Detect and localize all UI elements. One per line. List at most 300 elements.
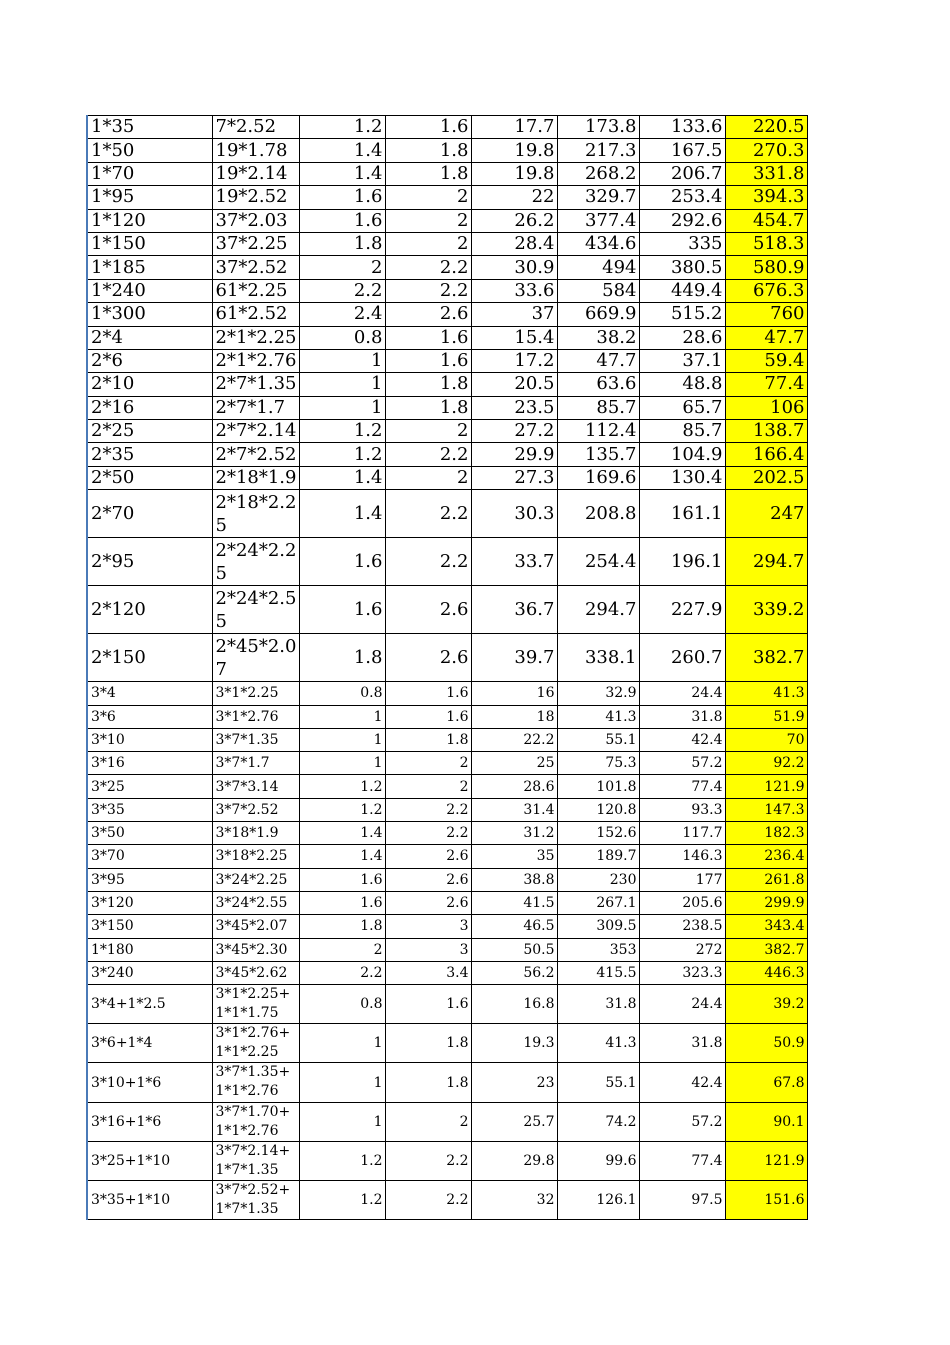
cell-insulation: 1.6 [300,891,386,914]
cell-insulation: 2.2 [300,279,386,302]
cell-outer-diameter: 36.7 [472,586,558,634]
cell-weight: 161.1 [640,490,726,538]
cell-model: 2*4 [87,326,212,349]
cell-sheath: 1.8 [386,162,472,185]
cell-outer-diameter: 33.6 [472,279,558,302]
cell-copper-weight: 74.2 [558,1102,640,1141]
cell-weight: 177 [640,868,726,891]
cell-outer-diameter: 50.5 [472,938,558,961]
cell-insulation: 1.2 [300,420,386,443]
cell-price: 41.3 [726,682,808,705]
cell-model: 1*120 [87,209,212,232]
cell-copper-weight: 152.6 [558,822,640,845]
cell-weight: 57.2 [640,1102,726,1141]
table-row [87,822,808,845]
table-row [87,443,808,466]
cell-insulation: 1 [300,1063,386,1102]
cell-weight: 24.4 [640,682,726,705]
cell-outer-diameter: 39.7 [472,634,558,682]
cell-sheath: 2 [386,752,472,775]
cell-insulation: 0.8 [300,326,386,349]
cell-model: 1*185 [87,256,212,279]
cell-weight: 31.8 [640,705,726,728]
cell-model: 2*50 [87,466,212,489]
cell-price: 446.3 [726,961,808,984]
cell-structure: 3*7*1.35+1*1*2.76 [212,1063,300,1102]
cell-price: 70 [726,728,808,751]
cell-price: 147.3 [726,798,808,821]
cell-price: 394.3 [726,186,808,209]
cell-structure: 3*7*3.14 [212,775,300,798]
cell-weight: 167.5 [640,139,726,162]
cell-weight: 28.6 [640,326,726,349]
cell-weight: 292.6 [640,209,726,232]
cell-sheath: 2.6 [386,586,472,634]
cell-price: 106 [726,396,808,419]
cell-model: 3*6+1*4 [87,1024,212,1063]
cell-model: 3*25 [87,775,212,798]
cell-insulation: 1.2 [300,1141,386,1180]
cell-copper-weight: 99.6 [558,1141,640,1180]
cell-structure: 2*7*2.52 [212,443,300,466]
cell-sheath: 2.2 [386,1141,472,1180]
cell-structure: 3*7*2.52+1*7*1.35 [212,1181,300,1220]
table-row [87,775,808,798]
cell-insulation: 1 [300,705,386,728]
cell-sheath: 2.6 [386,634,472,682]
cell-sheath: 2.2 [386,256,472,279]
cell-structure: 3*45*2.07 [212,915,300,938]
cell-copper-weight: 63.6 [558,373,640,396]
cell-model: 1*95 [87,186,212,209]
cell-weight: 335 [640,232,726,255]
cell-structure: 19*1.78 [212,139,300,162]
table-row [87,326,808,349]
cell-weight: 65.7 [640,396,726,419]
cell-insulation: 2 [300,256,386,279]
table-row [87,1063,808,1102]
cell-copper-weight: 267.1 [558,891,640,914]
cell-copper-weight: 101.8 [558,775,640,798]
cell-outer-diameter: 32 [472,1181,558,1220]
table-row [87,538,808,586]
cell-price: 90.1 [726,1102,808,1141]
cell-outer-diameter: 30.9 [472,256,558,279]
cell-outer-diameter: 56.2 [472,961,558,984]
cell-outer-diameter: 15.4 [472,326,558,349]
cell-structure: 2*1*2.25 [212,326,300,349]
cell-structure: 19*2.52 [212,186,300,209]
table-row [87,891,808,914]
cell-copper-weight: 338.1 [558,634,640,682]
cell-model: 3*6 [87,705,212,728]
cell-copper-weight: 173.8 [558,116,640,139]
cell-structure: 2*1*2.76 [212,349,300,372]
table-row [87,232,808,255]
cell-model: 1*150 [87,232,212,255]
cell-outer-diameter: 23 [472,1063,558,1102]
cell-outer-diameter: 28.4 [472,232,558,255]
cell-sheath: 1.6 [386,116,472,139]
cell-price: 92.2 [726,752,808,775]
cell-copper-weight: 415.5 [558,961,640,984]
cell-price: 261.8 [726,868,808,891]
cell-structure: 37*2.03 [212,209,300,232]
cell-sheath: 2.2 [386,798,472,821]
cell-price: 182.3 [726,822,808,845]
table-row [87,420,808,443]
cell-model: 1*300 [87,303,212,326]
table-row [87,490,808,538]
cell-price: 270.3 [726,139,808,162]
cell-weight: 227.9 [640,586,726,634]
cell-sheath: 1.8 [386,373,472,396]
cell-sheath: 2.2 [386,443,472,466]
table-row [87,349,808,372]
cell-copper-weight: 169.6 [558,466,640,489]
cell-insulation: 1 [300,349,386,372]
cell-outer-diameter: 31.4 [472,798,558,821]
cell-sheath: 1.6 [386,705,472,728]
cell-weight: 77.4 [640,1141,726,1180]
cell-price: 760 [726,303,808,326]
cell-price: 59.4 [726,349,808,372]
cell-weight: 323.3 [640,961,726,984]
cell-sheath: 2.2 [386,279,472,302]
cell-outer-diameter: 22.2 [472,728,558,751]
cell-model: 3*10+1*6 [87,1063,212,1102]
cell-model: 3*35+1*10 [87,1181,212,1220]
cell-insulation: 1.4 [300,845,386,868]
cell-model: 3*35 [87,798,212,821]
cell-copper-weight: 47.7 [558,349,640,372]
cell-weight: 31.8 [640,1024,726,1063]
cell-insulation: 1 [300,396,386,419]
cable-spec-table [86,115,808,1220]
cell-weight: 206.7 [640,162,726,185]
cell-sheath: 1.8 [386,1024,472,1063]
cell-sheath: 2.2 [386,538,472,586]
cell-copper-weight: 41.3 [558,705,640,728]
cell-insulation: 1.8 [300,232,386,255]
cell-copper-weight: 120.8 [558,798,640,821]
cell-copper-weight: 126.1 [558,1181,640,1220]
cell-weight: 253.4 [640,186,726,209]
cell-structure: 61*2.25 [212,279,300,302]
cell-price: 47.7 [726,326,808,349]
cell-price: 39.2 [726,985,808,1024]
cell-price: 166.4 [726,443,808,466]
cell-sheath: 1.6 [386,985,472,1024]
cell-structure: 3*1*2.25 [212,682,300,705]
cell-insulation: 1.2 [300,798,386,821]
table-row [87,845,808,868]
cell-weight: 205.6 [640,891,726,914]
table-row [87,1181,808,1220]
cell-outer-diameter: 27.3 [472,466,558,489]
cell-model: 3*150 [87,915,212,938]
cell-copper-weight: 584 [558,279,640,302]
cell-outer-diameter: 46.5 [472,915,558,938]
cell-outer-diameter: 22 [472,186,558,209]
cell-structure: 3*7*1.70+1*1*2.76 [212,1102,300,1141]
cell-structure: 3*18*2.25 [212,845,300,868]
cell-structure: 3*7*1.7 [212,752,300,775]
cell-price: 202.5 [726,466,808,489]
table-row [87,256,808,279]
cell-structure: 2*7*1.35 [212,373,300,396]
cell-insulation: 1.4 [300,490,386,538]
cell-model: 1*35 [87,116,212,139]
cell-copper-weight: 85.7 [558,396,640,419]
cell-price: 138.7 [726,420,808,443]
table-row [87,303,808,326]
cell-model: 3*16 [87,752,212,775]
cell-structure: 2*18*1.9 [212,466,300,489]
table-row [87,985,808,1024]
table-row [87,586,808,634]
cell-outer-diameter: 17.7 [472,116,558,139]
cell-price: 236.4 [726,845,808,868]
cell-model: 2*35 [87,443,212,466]
cell-model: 3*25+1*10 [87,1141,212,1180]
cell-structure: 2*45*2.07 [212,634,300,682]
cell-insulation: 1.6 [300,538,386,586]
cell-price: 382.7 [726,938,808,961]
table-row [87,868,808,891]
cell-copper-weight: 353 [558,938,640,961]
table-row [87,279,808,302]
cell-outer-diameter: 27.2 [472,420,558,443]
cell-price: 382.7 [726,634,808,682]
table-row [87,938,808,961]
cell-price: 67.8 [726,1063,808,1102]
cell-copper-weight: 32.9 [558,682,640,705]
cell-outer-diameter: 18 [472,705,558,728]
cell-model: 2*95 [87,538,212,586]
cell-copper-weight: 41.3 [558,1024,640,1063]
cell-insulation: 1 [300,1024,386,1063]
cell-price: 77.4 [726,373,808,396]
cell-model: 1*70 [87,162,212,185]
table-row [87,682,808,705]
cell-insulation: 1.2 [300,775,386,798]
cell-copper-weight: 230 [558,868,640,891]
cell-price: 247 [726,490,808,538]
table-row [87,705,808,728]
cell-price: 518.3 [726,232,808,255]
cell-copper-weight: 189.7 [558,845,640,868]
table-row [87,798,808,821]
cell-insulation: 1.2 [300,116,386,139]
cell-sheath: 1.8 [386,139,472,162]
cell-outer-diameter: 29.9 [472,443,558,466]
cell-outer-diameter: 25.7 [472,1102,558,1141]
cell-weight: 380.5 [640,256,726,279]
table-row [87,162,808,185]
cell-weight: 85.7 [640,420,726,443]
cell-insulation: 1.2 [300,443,386,466]
table-row [87,466,808,489]
cell-price: 299.9 [726,891,808,914]
cell-sheath: 2 [386,775,472,798]
cell-outer-diameter: 28.6 [472,775,558,798]
cell-structure: 3*24*2.25 [212,868,300,891]
cell-insulation: 1.2 [300,1181,386,1220]
cell-structure: 3*24*2.55 [212,891,300,914]
cell-structure: 3*7*2.14+1*7*1.35 [212,1141,300,1180]
cell-structure: 61*2.52 [212,303,300,326]
cell-weight: 48.8 [640,373,726,396]
cell-weight: 77.4 [640,775,726,798]
table-row [87,396,808,419]
table-row [87,116,808,139]
cell-model: 2*6 [87,349,212,372]
cell-weight: 130.4 [640,466,726,489]
cell-model: 2*70 [87,490,212,538]
cell-insulation: 1 [300,373,386,396]
cell-sheath: 3 [386,938,472,961]
cell-outer-diameter: 20.5 [472,373,558,396]
cell-sheath: 2.6 [386,891,472,914]
cell-copper-weight: 135.7 [558,443,640,466]
cell-copper-weight: 55.1 [558,728,640,751]
cell-insulation: 0.8 [300,985,386,1024]
cell-weight: 24.4 [640,985,726,1024]
cell-model: 3*10 [87,728,212,751]
cell-copper-weight: 55.1 [558,1063,640,1102]
cell-price: 151.6 [726,1181,808,1220]
cell-model: 3*16+1*6 [87,1102,212,1141]
cell-outer-diameter: 30.3 [472,490,558,538]
cell-model: 1*240 [87,279,212,302]
cell-outer-diameter: 35 [472,845,558,868]
cell-price: 676.3 [726,279,808,302]
cell-weight: 146.3 [640,845,726,868]
cell-structure: 3*1*2.76 [212,705,300,728]
cell-outer-diameter: 26.2 [472,209,558,232]
cell-sheath: 1.6 [386,349,472,372]
cell-structure: 2*7*2.14 [212,420,300,443]
cell-outer-diameter: 19.8 [472,162,558,185]
cell-copper-weight: 38.2 [558,326,640,349]
cell-model: 1*180 [87,938,212,961]
cell-weight: 57.2 [640,752,726,775]
cell-sheath: 2.2 [386,490,472,538]
cell-structure: 2*18*2.25 [212,490,300,538]
cell-price: 220.5 [726,116,808,139]
cell-sheath: 1.8 [386,1063,472,1102]
cell-sheath: 1.6 [386,682,472,705]
cell-structure: 2*7*1.7 [212,396,300,419]
cell-price: 121.9 [726,1141,808,1180]
cell-model: 1*50 [87,139,212,162]
cell-price: 294.7 [726,538,808,586]
cell-structure: 3*18*1.9 [212,822,300,845]
table-row [87,1024,808,1063]
cell-weight: 97.5 [640,1181,726,1220]
cell-insulation: 1 [300,752,386,775]
table-row [87,752,808,775]
cell-weight: 196.1 [640,538,726,586]
cell-insulation: 1.6 [300,586,386,634]
cell-outer-diameter: 37 [472,303,558,326]
cell-price: 339.2 [726,586,808,634]
cell-copper-weight: 75.3 [558,752,640,775]
cell-price: 580.9 [726,256,808,279]
table-row [87,961,808,984]
cell-model: 3*95 [87,868,212,891]
cell-insulation: 1.4 [300,822,386,845]
table-row [87,139,808,162]
cell-structure: 3*7*1.35 [212,728,300,751]
cell-copper-weight: 112.4 [558,420,640,443]
cell-outer-diameter: 16 [472,682,558,705]
cell-weight: 133.6 [640,116,726,139]
cell-insulation: 1.4 [300,139,386,162]
cell-copper-weight: 217.3 [558,139,640,162]
cell-weight: 37.1 [640,349,726,372]
cell-insulation: 1.4 [300,162,386,185]
cell-model: 3*4+1*2.5 [87,985,212,1024]
cell-weight: 117.7 [640,822,726,845]
cell-structure: 19*2.14 [212,162,300,185]
cell-sheath: 2.2 [386,822,472,845]
cell-insulation: 0.8 [300,682,386,705]
cell-insulation: 2.4 [300,303,386,326]
cell-outer-diameter: 19.8 [472,139,558,162]
cell-sheath: 2 [386,466,472,489]
cell-copper-weight: 329.7 [558,186,640,209]
table-row [87,209,808,232]
cell-sheath: 1.8 [386,396,472,419]
cell-outer-diameter: 33.7 [472,538,558,586]
cell-model: 2*25 [87,420,212,443]
cell-price: 331.8 [726,162,808,185]
cell-insulation: 2 [300,938,386,961]
cell-weight: 272 [640,938,726,961]
cell-sheath: 2 [386,209,472,232]
cell-insulation: 1 [300,1102,386,1141]
table-row [87,1102,808,1141]
cell-weight: 238.5 [640,915,726,938]
cell-structure: 2*24*2.25 [212,538,300,586]
cell-sheath: 2.2 [386,1181,472,1220]
cell-structure: 3*7*2.52 [212,798,300,821]
cell-copper-weight: 268.2 [558,162,640,185]
cell-insulation: 1.6 [300,209,386,232]
table-row [87,373,808,396]
cell-sheath: 2 [386,420,472,443]
cell-sheath: 2.6 [386,868,472,891]
cell-weight: 260.7 [640,634,726,682]
cell-sheath: 2 [386,186,472,209]
cell-sheath: 3 [386,915,472,938]
cell-structure: 3*1*2.25+1*1*1.75 [212,985,300,1024]
cell-price: 454.7 [726,209,808,232]
cell-sheath: 2.6 [386,303,472,326]
cell-sheath: 2 [386,1102,472,1141]
cell-copper-weight: 669.9 [558,303,640,326]
cell-price: 121.9 [726,775,808,798]
cell-copper-weight: 494 [558,256,640,279]
cell-structure: 3*45*2.62 [212,961,300,984]
cell-model: 3*70 [87,845,212,868]
table-row [87,915,808,938]
cell-structure: 37*2.52 [212,256,300,279]
cell-copper-weight: 208.8 [558,490,640,538]
cell-copper-weight: 377.4 [558,209,640,232]
